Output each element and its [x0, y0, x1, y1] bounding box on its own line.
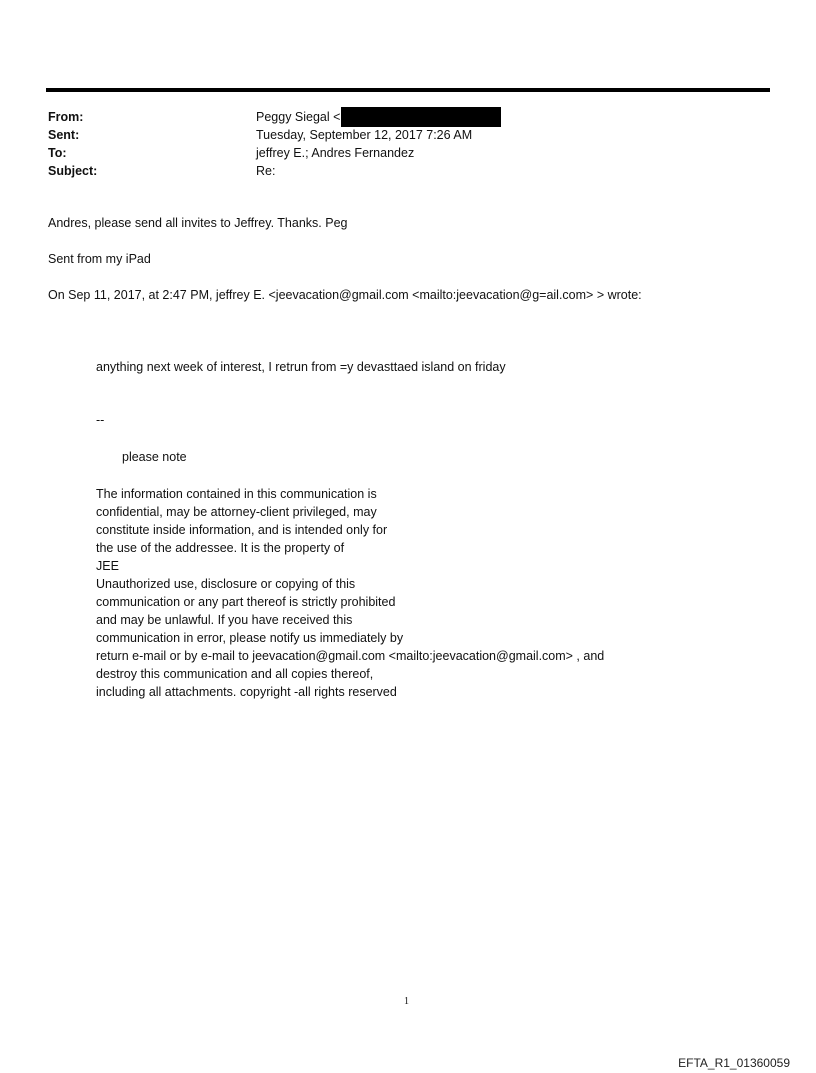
disclaimer-line: constitute inside information, and is intended only for — [96, 523, 388, 537]
disclaimer-line: Unauthorized use, disclosure or copying of this — [96, 577, 356, 591]
quote-intro: On Sep 11, 2017, at 2:47 PM, jeffrey E. <jeevacation@gmail.com <mailto:jeevacation@g=ail.com> > wrote: — [48, 288, 642, 302]
to-row — [48, 144, 748, 162]
from-row — [48, 108, 748, 126]
quoted-message: anything next week of interest, I retrun from =y devasttaed island on friday — [96, 360, 506, 374]
disclaimer-line: JEE — [96, 559, 119, 573]
disclaimer-line: and may be unlawful. If you have received this — [96, 613, 353, 627]
to-label: To: — [48, 146, 67, 160]
sent-value: Tuesday, September 12, 2017 7:26 AM — [256, 128, 473, 142]
subject-label: Subject: — [48, 164, 98, 178]
disclaimer-line: the use of the addressee. It is the property of — [96, 541, 345, 555]
to-value: jeffrey E.; Andres Fernandez — [256, 146, 415, 160]
header-rule — [46, 88, 770, 92]
email-header — [48, 108, 748, 180]
signature-separator: -- — [96, 413, 105, 427]
from-label: From: — [48, 110, 84, 124]
document-id: EFTA_R1_01360059 — [678, 1056, 790, 1070]
body-line-2: Sent from my iPad — [48, 252, 151, 266]
sent-label: Sent: — [48, 128, 80, 142]
note-heading: please note — [122, 450, 187, 464]
redaction-box — [341, 107, 501, 127]
disclaimer-line: including all attachments. copyright -all rights reserved — [96, 685, 397, 699]
disclaimer-line: The information contained in this communication is — [96, 487, 377, 501]
disclaimer-line: confidential, may be attorney-client privileged, may — [96, 505, 377, 519]
disclaimer-line: return e-mail or by e-mail to jeevacation@gmail.com <mailto:jeevacation@gmail.com> , and — [96, 649, 605, 663]
disclaimer-line: communication in error, please notify us immediately by — [96, 631, 404, 645]
disclaimer-line: destroy this communication and all copies thereof, — [96, 667, 374, 681]
body-line-1: Andres, please send all invites to Jeffrey. Thanks. Peg — [48, 216, 348, 230]
sent-row — [48, 126, 748, 144]
from-name: Peggy Siegal < — [256, 110, 341, 124]
subject-row — [48, 162, 748, 180]
page-number: 1 — [404, 996, 409, 1007]
from-value — [256, 108, 501, 126]
disclaimer-line: communication or any part thereof is strictly prohibited — [96, 595, 396, 609]
subject-value: Re: — [256, 164, 276, 178]
disclaimer — [96, 485, 604, 701]
